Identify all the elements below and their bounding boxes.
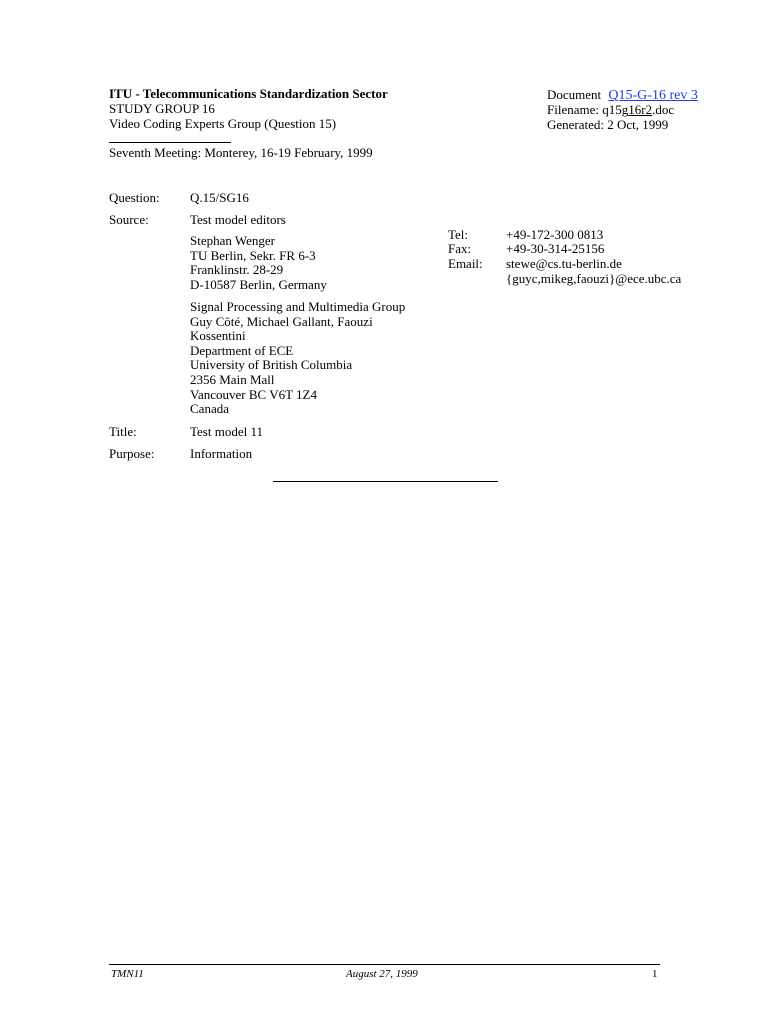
purpose-value: Information	[190, 446, 253, 461]
author1-line: D-10587 Berlin, Germany	[190, 276, 327, 292]
author2-line: 2356 Main Mall	[190, 371, 275, 387]
author2-line: Vancouver BC V6T 1Z4	[190, 386, 317, 402]
author2-line: Department of ECE	[190, 342, 294, 358]
author1-line: Franklinstr. 28-29	[190, 262, 284, 278]
email-value-2: {guyc,mikeg,faouzi}@ece.ubc.ca	[506, 271, 682, 286]
fax-value: +49-30-314-25156	[506, 241, 605, 256]
title-label: Title:	[109, 424, 137, 439]
generated-date: Generated: 2 Oct, 1999	[547, 117, 669, 132]
email-value-1: stewe@cs.tu-berlin.de	[506, 256, 622, 271]
filename-prefix: Filename: q15g	[547, 102, 629, 117]
meeting-info: Seventh Meeting: Monterey, 16-19 February, 1999	[109, 145, 373, 160]
fax-label: Fax:	[448, 241, 472, 256]
question-label: Question:	[109, 190, 160, 205]
title-value: Test model 11	[190, 424, 263, 439]
purpose-label: Purpose:	[109, 446, 155, 461]
author2-line: Signal Processing and Multimedia Group	[190, 299, 406, 314]
source-label: Source:	[109, 212, 149, 227]
group-name: Video Coding Experts Group (Question 15)	[109, 116, 337, 131]
filename-revision: 16r2	[628, 102, 653, 117]
header-divider	[109, 142, 231, 143]
author2-line: Canada	[190, 401, 229, 417]
author-block-2	[190, 300, 405, 417]
filename-line	[547, 102, 674, 117]
source-value: Test model editors	[190, 212, 286, 227]
footer-date: August 27, 1999	[346, 968, 418, 980]
study-group: STUDY GROUP 16	[109, 101, 215, 116]
page-number: 1	[652, 968, 658, 980]
email-label: Email:	[448, 256, 483, 271]
author2-line: Kossentini	[190, 328, 246, 344]
footer-left: TMN11	[111, 968, 144, 980]
tel-label: Tel:	[448, 227, 469, 242]
filename-suffix: .doc	[652, 102, 675, 117]
author1-line: TU Berlin, Sekr. FR 6-3	[190, 247, 316, 263]
author1-line: Stephan Wenger	[190, 233, 275, 248]
document-line	[547, 87, 698, 103]
footer-rule	[109, 964, 660, 965]
question-value: Q.15/SG16	[190, 190, 249, 205]
author2-line: University of British Columbia	[190, 357, 353, 373]
document-label: Document	[547, 87, 602, 102]
org-heading: ITU - Telecommunications Standardization Sector	[109, 86, 388, 101]
document-link[interactable]: Q15-G-16 rev 3	[608, 88, 698, 103]
author-block-1	[190, 234, 327, 292]
section-divider	[273, 481, 498, 482]
author2-line: Guy Côté, Michael Gallant, Faouzi	[190, 313, 373, 329]
tel-value: +49-172-300 0813	[506, 227, 604, 242]
